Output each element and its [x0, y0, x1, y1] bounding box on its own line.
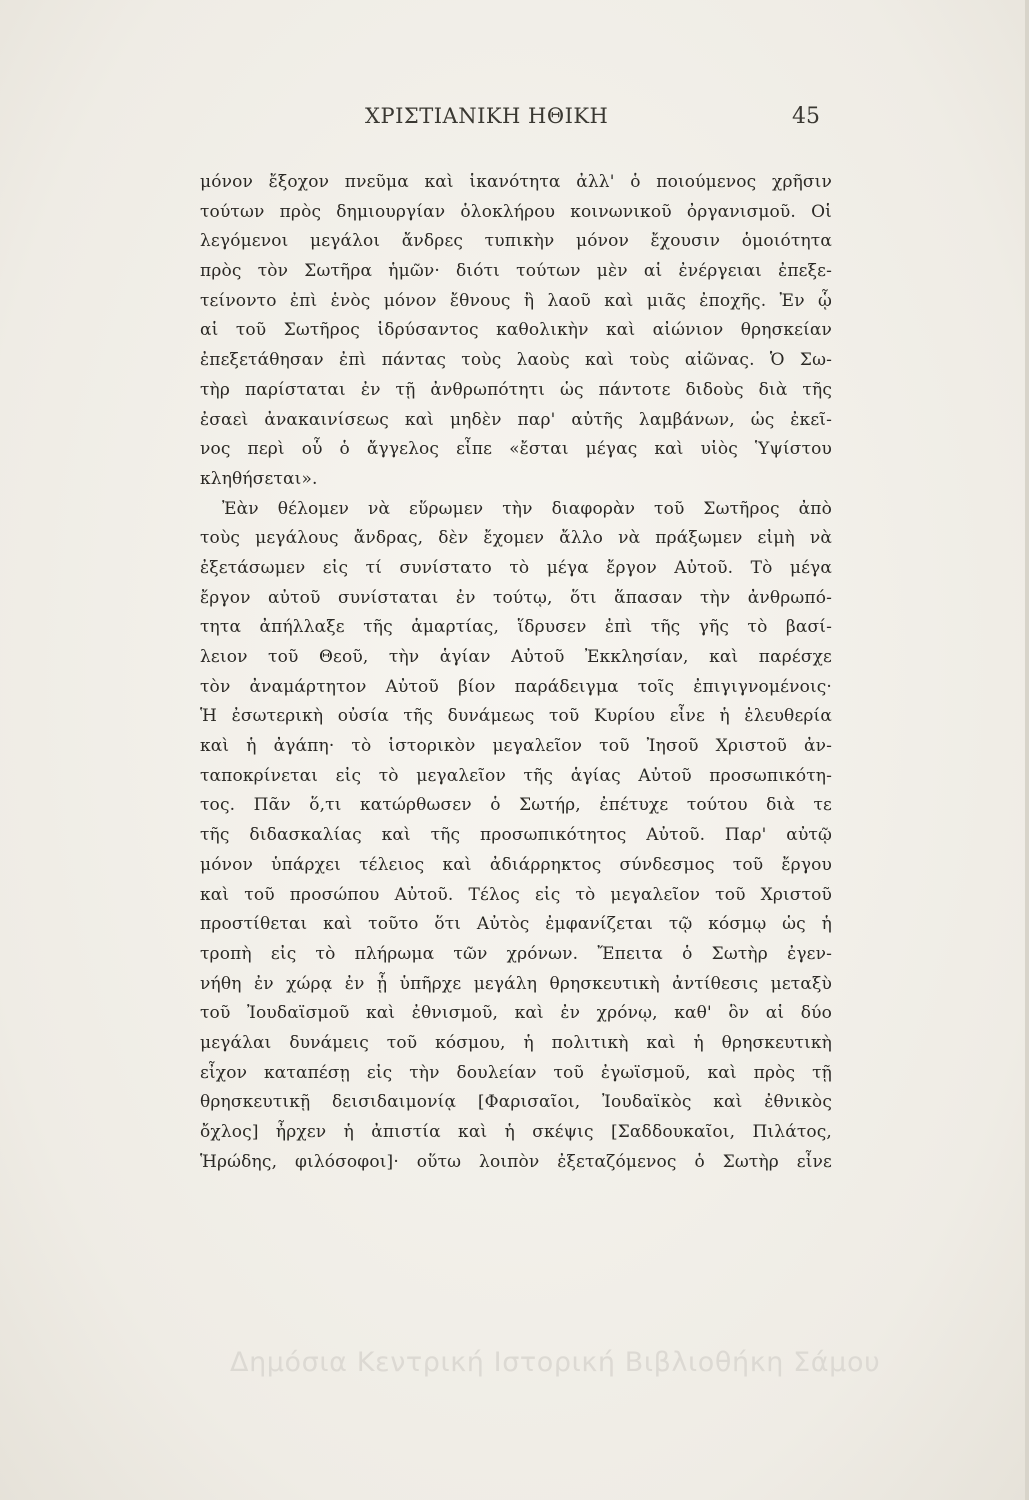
page-number: 45	[792, 104, 820, 129]
text-line: μεγάλαι δυνάμεις τοῦ κόσμου, ἡ πολιτικὴ καὶ ἡ θρησκευτικὴ	[200, 1032, 832, 1053]
text-line: κληθήσεται».	[200, 468, 318, 489]
text-line: τείνοντο ἐπὶ ἑνὸς μόνον ἔθνους ἢ λαοῦ καὶ μιᾶς ἐποχῆς. Ἐν ᾧ	[200, 290, 832, 311]
text-line: καὶ ἡ ἀγάπη· τὸ ἱστορικὸν μεγαλεῖον τοῦ Ἰησοῦ Χριστοῦ ἀν-	[200, 736, 832, 757]
text-line: τούτων πρὸς δημιουργίαν ὁλοκλήρου κοινωνικοῦ ὀργανισμοῦ. Οἱ	[200, 201, 832, 222]
text-line: εἶχον καταπέσῃ εἰς τὴν δουλείαν τοῦ ἐγωϊσμοῦ, καὶ πρὸς τῇ	[200, 1062, 832, 1083]
text-line: Ἡ ἐσωτερικὴ οὐσία τῆς δυνάμεως τοῦ Κυρίου εἶνε ἡ ἐλευθερία	[200, 706, 832, 727]
text-line: λεγόμενοι μεγάλοι ἄνδρες τυπικὴν μόνον ἔχουσιν ὁμοιότητα	[200, 231, 832, 252]
text-line: τὴρ παρίσταται ἐν τῇ ἀνθρωπότητι ὡς πάντοτε διδοὺς διὰ τῆς	[200, 379, 832, 400]
running-title: ΧΡΙΣΤΙΑΝΙΚΗ ΗΘΙΚΗ	[365, 104, 609, 128]
text-line: καὶ τοῦ προσώπου Αὐτοῦ. Τέλος εἰς τὸ μεγαλεῖον τοῦ Χριστοῦ	[200, 884, 832, 905]
text-line: τῆς διδασκαλίας καὶ τῆς προσωπικότητος Αὐτοῦ. Παρ' αὐτῷ	[200, 825, 832, 846]
text-line: μόνον ὑπάρχει τέλειος καὶ ἀδιάρρηκτος σύνδεσμος τοῦ ἔργου	[200, 854, 832, 875]
text-line: ἔργον αὐτοῦ συνίσταται ἐν τούτῳ, ὅτι ἅπασαν τὴν ἀνθρωπό-	[200, 587, 832, 608]
text-line: νος περὶ οὗ ὁ ἄγγελος εἶπε «ἔσται μέγας καὶ υἱὸς Ὑψίστου	[200, 439, 832, 460]
page-header	[200, 104, 832, 138]
text-line: ὄχλος] ἦρχεν ἡ ἀπιστία καὶ ἡ σκέψις [Σαδδουκαῖοι, Πιλάτος,	[200, 1122, 832, 1142]
text-line: τοὺς μεγάλους ἄνδρας, δὲν ἔχομεν ἄλλο νὰ πράξωμεν εἰμὴ νὰ	[200, 528, 832, 549]
text-line: πρὸς τὸν Σωτῆρα ἡμῶν· διότι τούτων μὲν αἱ ἐνέργειαι ἐπεξε-	[200, 261, 832, 282]
text-line: ταποκρίνεται εἰς τὸ μεγαλεῖον τῆς ἁγίας Αὐτοῦ προσωπικότη-	[200, 765, 832, 786]
text-line: ἐπεξετάθησαν ἐπὶ πάντας τοὺς λαοὺς καὶ τοὺς αἰῶνας. Ὁ Σω-	[200, 350, 832, 371]
text-line: νήθη ἐν χώρᾳ ἐν ᾗ ὑπῆρχε μεγάλη θρησκευτικὴ ἀντίθεσις μεταξὺ	[200, 973, 832, 994]
text-line: ἐξετάσωμεν εἰς τί συνίστατο τὸ μέγα ἔργον Αὐτοῦ. Τὸ μέγα	[200, 557, 832, 578]
text-line: θρησκευτικῇ δεισιδαιμονίᾳ [Φαρισαῖοι, Ἰουδαϊκὸς καὶ ἐθνικὸς	[200, 1092, 832, 1113]
text-line: τὸν ἀναμάρτητον Αὐτοῦ βίον παράδειγμα τοῖς ἐπιγιγνομένοις·	[200, 676, 832, 697]
page-edge	[1025, 0, 1029, 1500]
text-line: μόνον ἔξοχον πνεῦμα καὶ ἱκανότητα ἀλλ' ὁ ποιούμενος χρῆσιν	[200, 172, 832, 192]
body-text	[200, 168, 832, 1177]
text-line: τοῦ Ἰουδαϊσμοῦ καὶ ἐθνισμοῦ, καὶ ἐν χρόνῳ, καθ' ὃν αἱ δύο	[200, 1003, 832, 1024]
library-watermark: Δημόσια Κεντρική Ιστορική Βιβλιοθήκη Σάμου	[230, 1347, 881, 1378]
text-line: ἐσαεὶ ἀνακαινίσεως καὶ μηδὲν παρ' αὐτῆς λαμβάνων, ὡς ἐκεῖ-	[200, 409, 832, 430]
text-line: Ἐὰν θέλομεν νὰ εὕρωμεν τὴν διαφορὰν τοῦ Σωτῆρος ἀπὸ	[222, 498, 832, 519]
text-line: προστίθεται καὶ τοῦτο ὅτι Αὐτὸς ἐμφανίζεται τῷ κόσμῳ ὡς ἡ	[200, 914, 832, 935]
text-line: λειον τοῦ Θεοῦ, τὴν ἁγίαν Αὐτοῦ Ἐκκλησίαν, καὶ παρέσχε	[200, 647, 832, 667]
text-line: τητα ἀπήλλαξε τῆς ἁμαρτίας, ἵδρυσεν ἐπὶ τῆς γῆς τὸ βασί-	[200, 617, 832, 638]
text-line: Ἡρώδης, φιλόσοφοι]· οὕτω λοιπὸν ἐξεταζόμενος ὁ Σωτὴρ εἶνε	[200, 1151, 832, 1172]
text-line: αἱ τοῦ Σωτῆρος ἱδρύσαντος καθολικὴν καὶ αἰώνιον θρησκείαν	[200, 320, 832, 341]
text-line: τος. Πᾶν ὅ,τι κατώρθωσεν ὁ Σωτήρ, ἐπέτυχε τούτου διὰ τε	[200, 795, 832, 816]
text-line: τροπὴ εἰς τὸ πλήρωμα τῶν χρόνων. Ἔπειτα ὁ Σωτὴρ ἐγεν-	[200, 943, 832, 964]
